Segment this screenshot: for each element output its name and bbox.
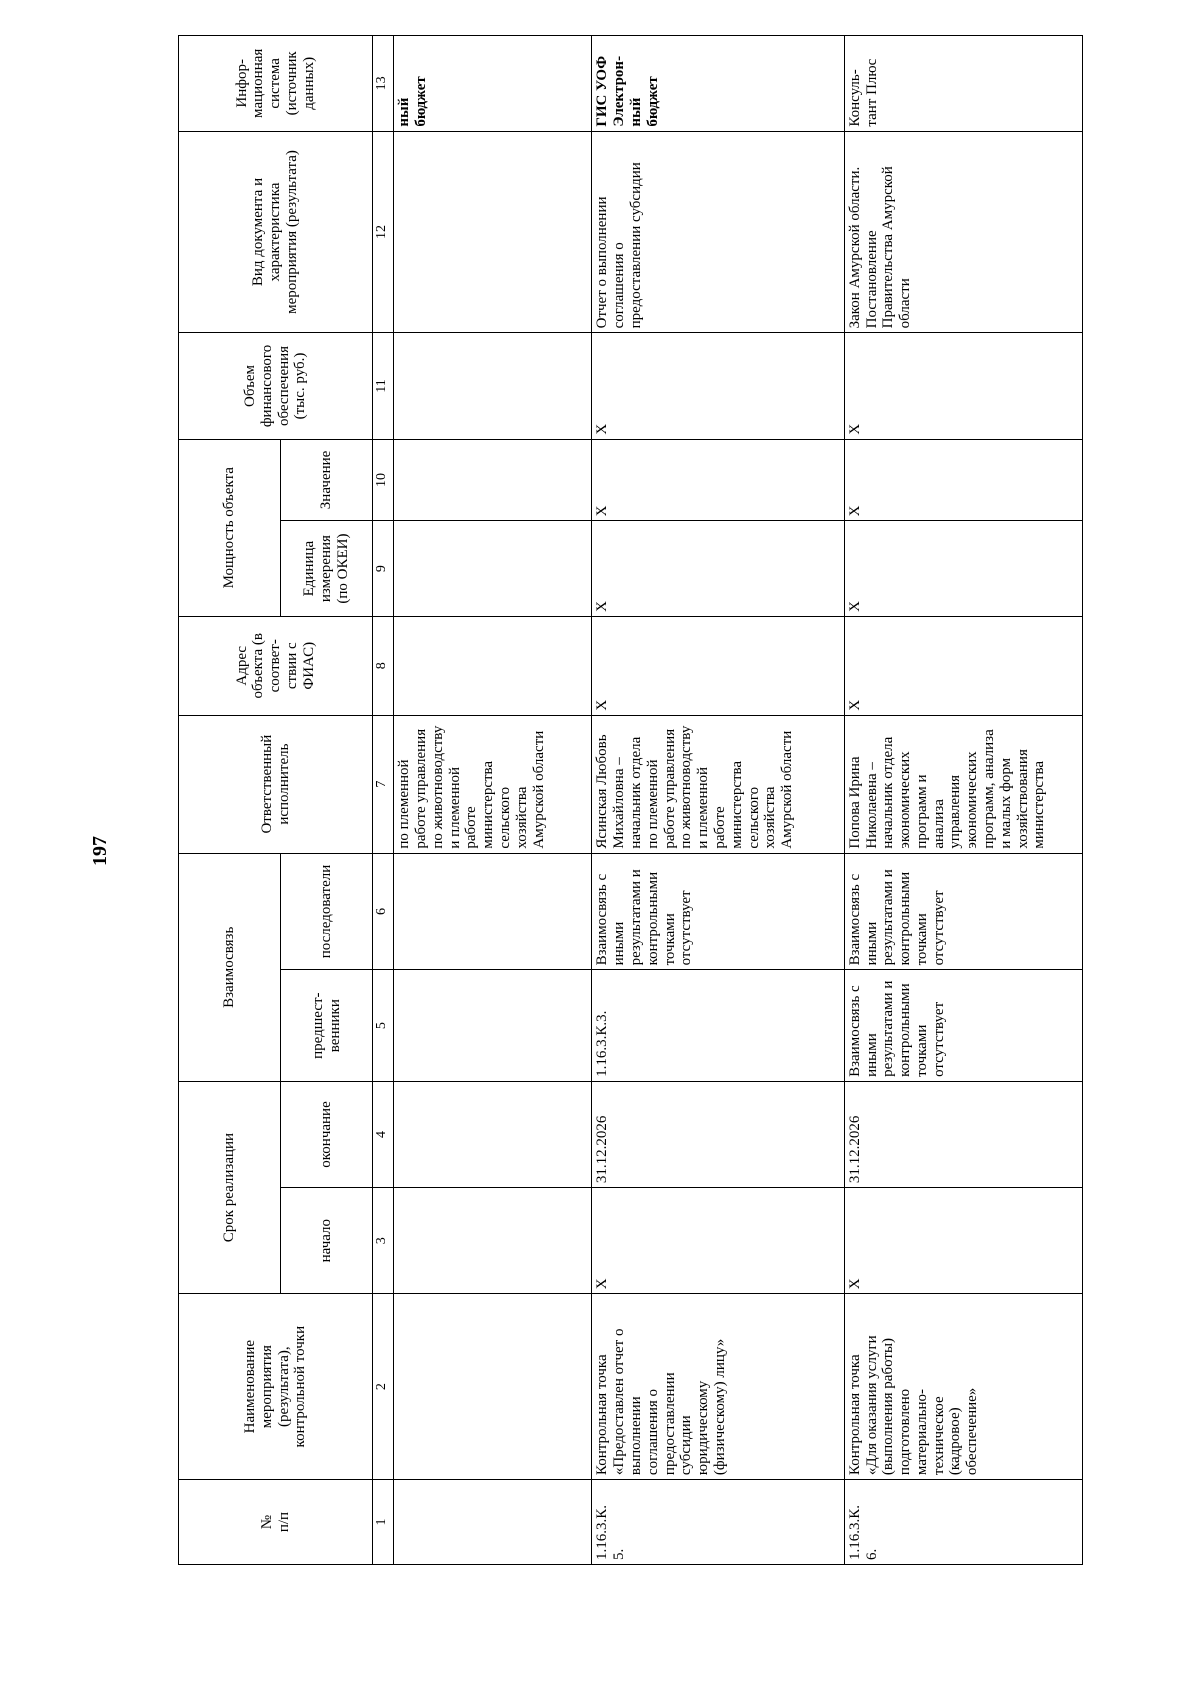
cell-doc-type bbox=[394, 131, 592, 333]
table-row bbox=[592, 36, 844, 1565]
cell-responsible: Попова Ирина Николаевна – начальник отдела экономических программ и анализа управления экономических программ, анализа и малых форм хозяйствования министерства bbox=[844, 715, 1082, 853]
column-number: 8 bbox=[373, 616, 394, 715]
cell-successors: Взаимосвязь с иными результатами и контрольными точками отсутствует bbox=[592, 853, 844, 970]
column-number: 9 bbox=[373, 521, 394, 617]
cell-value: X bbox=[592, 439, 844, 521]
cell-successors bbox=[394, 853, 592, 970]
header-term-group: Срок реализации bbox=[179, 1081, 281, 1293]
cell-end bbox=[394, 1081, 592, 1187]
cell-value: X bbox=[844, 439, 1082, 521]
table-row bbox=[394, 36, 592, 1565]
cell-end: 31.12.2026 bbox=[592, 1081, 844, 1187]
column-number: 1 bbox=[373, 1480, 394, 1565]
header-link-group: Взаимосвязь bbox=[179, 853, 281, 1081]
cell-responsible: Ясинская Любовь Михайловна – начальник отдела по племенной работе управления по животноводству и племенной работе министерства сельского хозяйства Амурской области bbox=[592, 715, 844, 853]
header-unit: Единица измерения (по ОКЕИ) bbox=[281, 521, 373, 617]
header-address: Адрес объекта (в соответ- ствии с ФИАС) bbox=[179, 616, 373, 715]
cell-start: X bbox=[592, 1188, 844, 1294]
header-value: Значение bbox=[281, 439, 373, 521]
column-number: 11 bbox=[373, 333, 394, 439]
header-end: окончание bbox=[281, 1081, 373, 1187]
cell-predecessors: Взаимосвязь с иными результатами и контрольными точками отсутствует bbox=[844, 970, 1082, 1081]
cell-address: X bbox=[592, 616, 844, 715]
cell-finance: X bbox=[844, 333, 1082, 439]
cell-doc-type: Закон Амурской области. Постановление Правительства Амурской области bbox=[844, 131, 1082, 333]
column-number: 3 bbox=[373, 1188, 394, 1294]
cell-number: 1.16.3.К. 6. bbox=[844, 1480, 1082, 1565]
cell-responsible: по племенной работе управления по животноводству и племенной работе министерства сельского хозяйства Амурской области bbox=[394, 715, 592, 853]
cell-end: 31.12.2026 bbox=[844, 1081, 1082, 1187]
cell-info-system: ный бюджет bbox=[394, 36, 592, 132]
header-name: Наименование мероприятия (результата), контрольной точки bbox=[179, 1294, 373, 1480]
header-responsible: Ответственный исполнитель bbox=[179, 715, 373, 853]
column-number: 10 bbox=[373, 439, 394, 521]
cell-unit bbox=[394, 521, 592, 617]
cell-unit: X bbox=[592, 521, 844, 617]
cell-predecessors bbox=[394, 970, 592, 1081]
cell-unit: X bbox=[844, 521, 1082, 617]
cell-start bbox=[394, 1188, 592, 1294]
column-number: 5 bbox=[373, 970, 394, 1081]
header-info-system: Инфор- мационная система (источник данных) bbox=[179, 36, 373, 132]
cell-number bbox=[394, 1480, 592, 1565]
column-number: 6 bbox=[373, 853, 394, 970]
column-number: 13 bbox=[373, 36, 394, 132]
measures-table bbox=[178, 35, 1083, 1565]
cell-start: X bbox=[844, 1188, 1082, 1294]
cell-finance bbox=[394, 333, 592, 439]
column-number: 2 bbox=[373, 1294, 394, 1480]
cell-number: 1.16.3.К. 5. bbox=[592, 1480, 844, 1565]
cell-predecessors: 1.16.3.К.3. bbox=[592, 970, 844, 1081]
page-number: 197 bbox=[89, 836, 111, 866]
cell-value bbox=[394, 439, 592, 521]
cell-name: Контрольная точка «Для оказания услуги (выполнения работы) подготовлено материально- техническое (кадровое) обеспечение» bbox=[844, 1294, 1082, 1480]
header-predecessors: предшест- венники bbox=[281, 970, 373, 1081]
cell-successors: Взаимосвязь с иными результатами и контрольными точками отсутствует bbox=[844, 853, 1082, 970]
cell-finance: X bbox=[592, 333, 844, 439]
header-number: № п/п bbox=[179, 1480, 373, 1565]
column-number: 12 bbox=[373, 131, 394, 333]
cell-info-system: Консуль- тант Плюс bbox=[844, 36, 1082, 132]
header-successors: последователи bbox=[281, 853, 373, 970]
cell-name: Контрольная точка «Предоставлен отчет о выполнении соглашения о предоставлении субсидии юридическому (физическому) лицу» bbox=[592, 1294, 844, 1480]
header-finance: Объем финансового обеспечения (тыс. руб.) bbox=[179, 333, 373, 439]
rotated-table-container bbox=[178, 35, 1083, 1565]
cell-doc-type: Отчет о выполнении соглашения о предоставлении субсидии bbox=[592, 131, 844, 333]
column-number: 4 bbox=[373, 1081, 394, 1187]
header-doc-type: Вид документа и характеристика мероприятия (результата) bbox=[179, 131, 373, 333]
cell-address bbox=[394, 616, 592, 715]
table-row bbox=[844, 36, 1082, 1565]
cell-address: X bbox=[844, 616, 1082, 715]
column-numbers-row bbox=[373, 36, 394, 1565]
column-number: 7 bbox=[373, 715, 394, 853]
cell-info-system: ГИС УОФ Электрон- ный бюджет bbox=[592, 36, 844, 132]
cell-name bbox=[394, 1294, 592, 1480]
header-power-group: Мощность объекта bbox=[179, 439, 281, 616]
header-start: начало bbox=[281, 1188, 373, 1294]
